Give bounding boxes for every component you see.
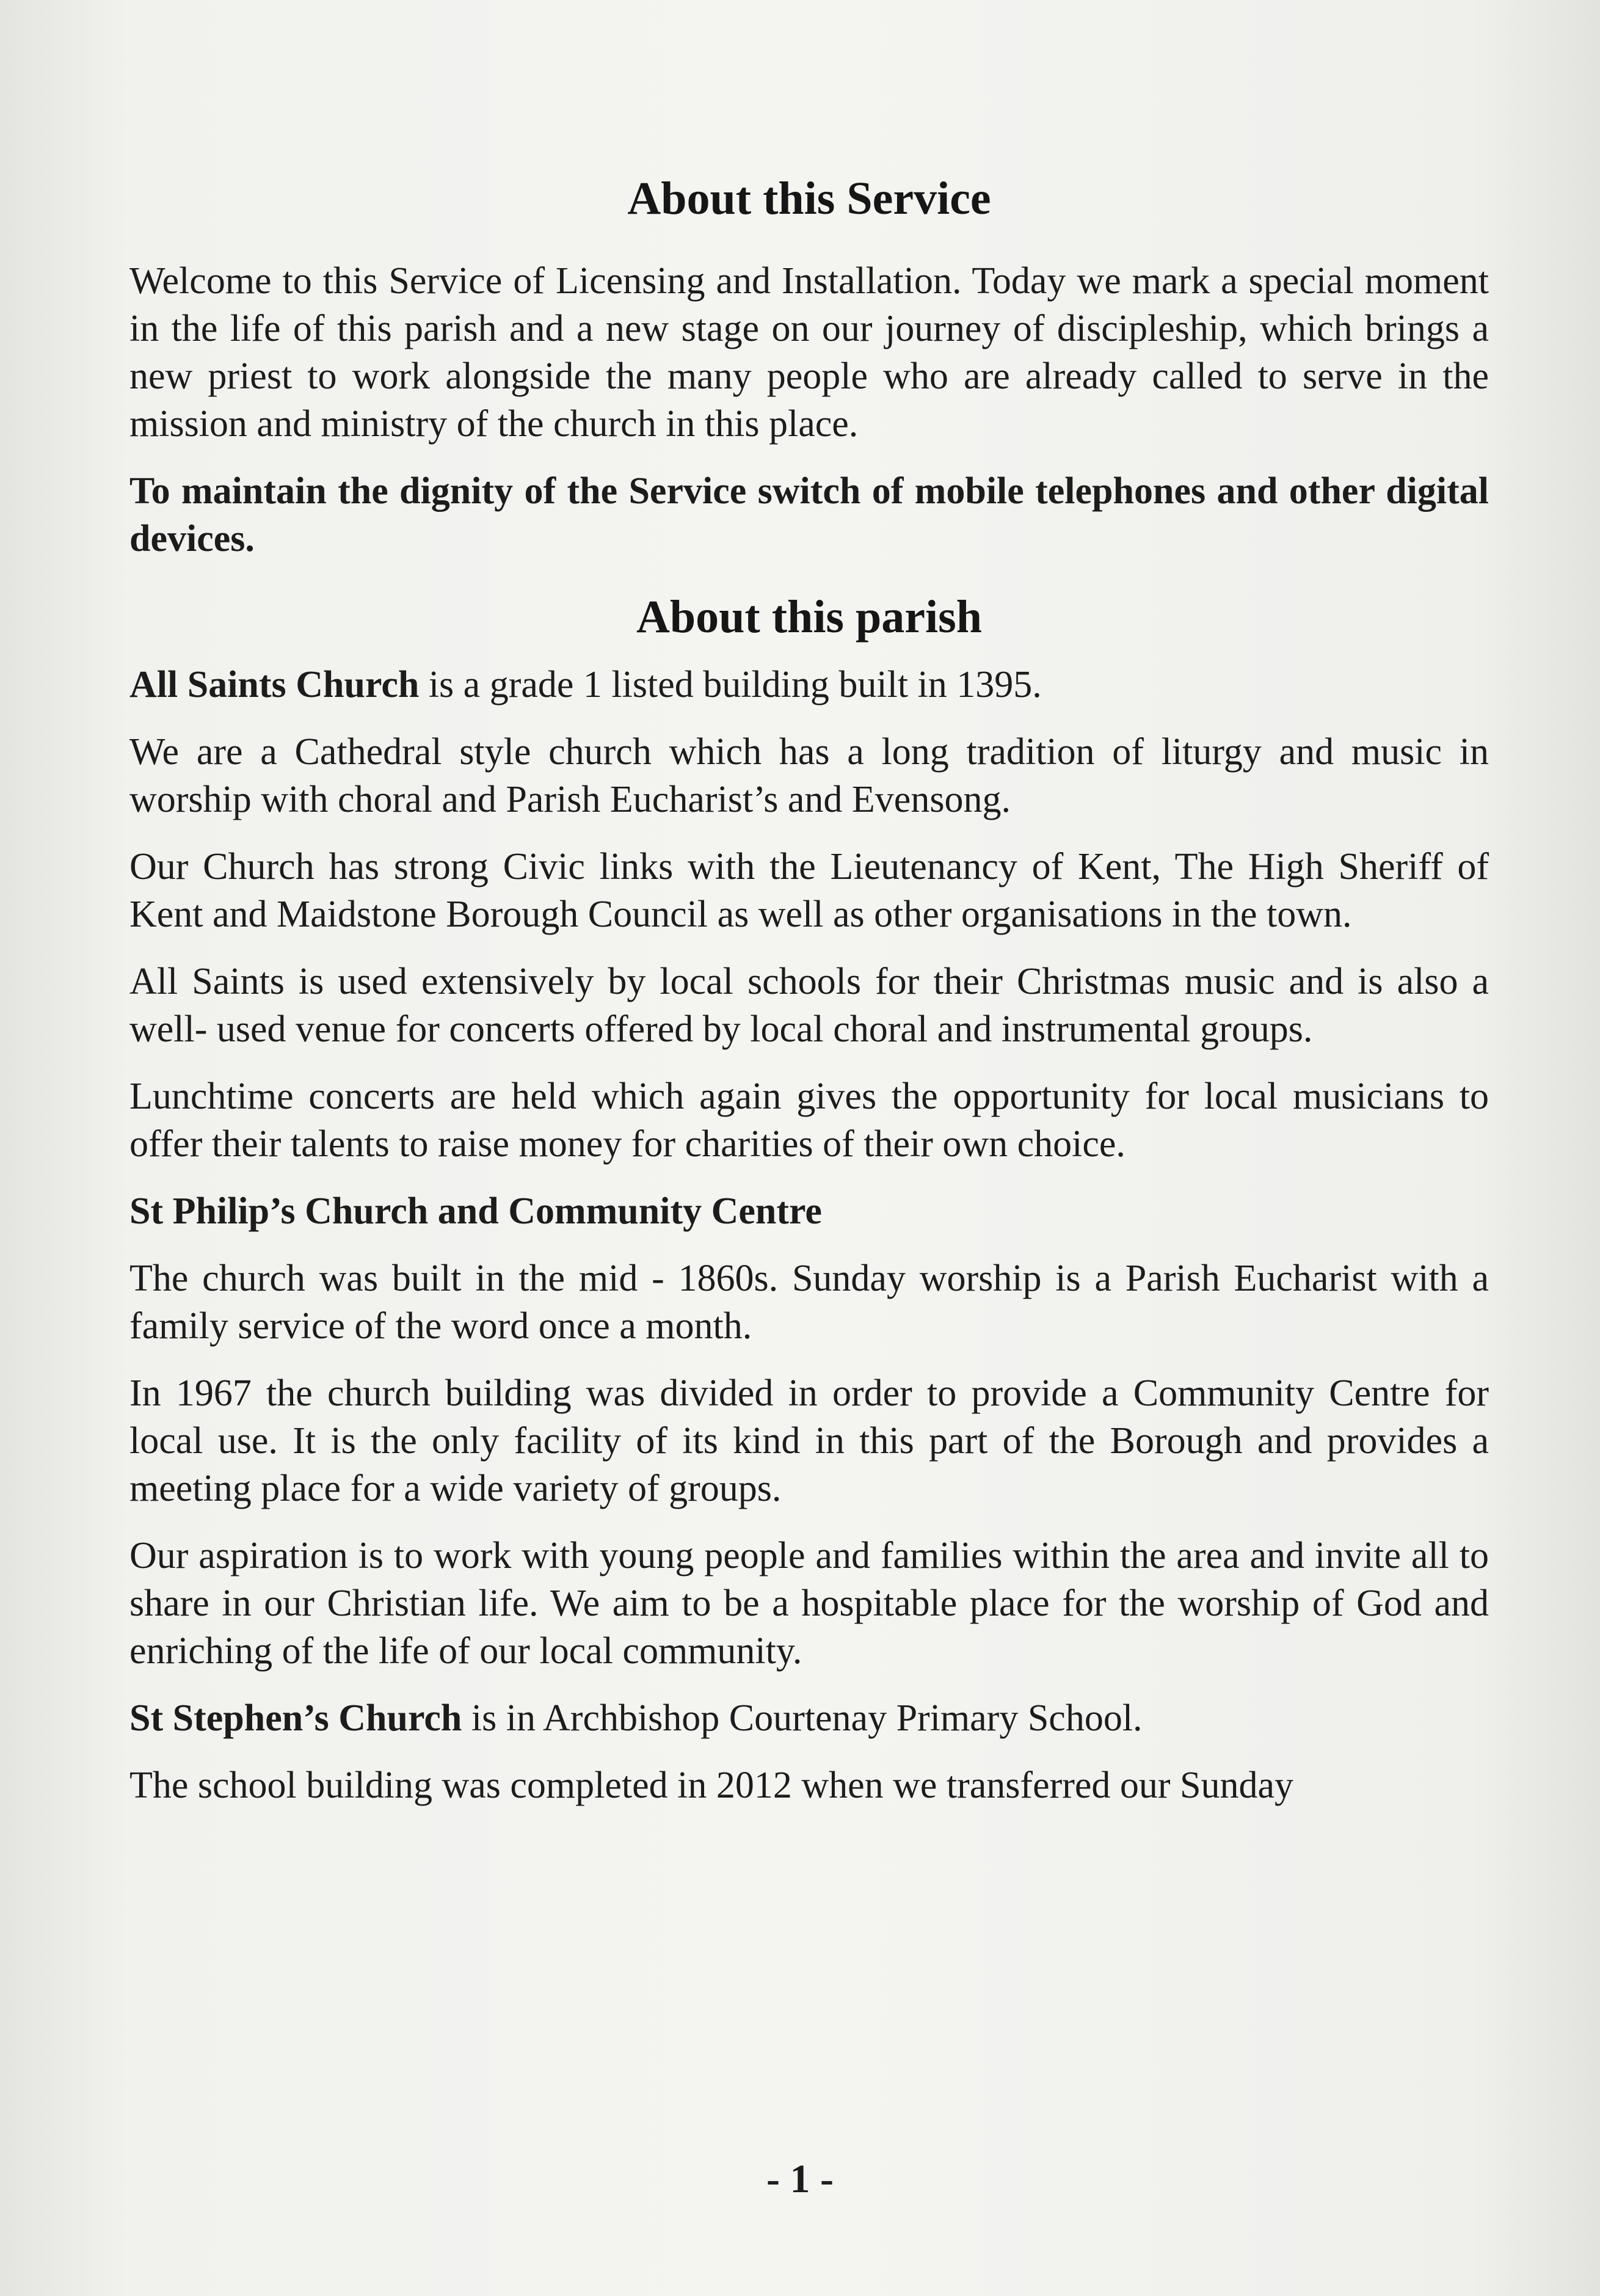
device-notice: To maintain the dignity of the Service switch of mobile telephones and other digital devices.	[129, 470, 1489, 560]
st-philips-paragraph-1: The church was built in the mid - 1860s. Sunday worship is a Parish Eucharist with a family service of the word once a month.	[129, 1258, 1489, 1347]
all-saints-paragraph-3: All Saints is used extensively by local schools for their Christmas music and is also a well- used venue for concerts offered by local choral and instrumental groups.	[129, 961, 1489, 1051]
welcome-paragraph: Welcome to this Service of Licensing and Installation. Today we mark a special moment in the life of this parish and a new stage on our journey of discipleship, which brings a new priest to work alongside the many people who are already called to serve in the mission and ministry of the church in this place.	[129, 260, 1489, 445]
st-stephens-intro-text: is in Archbishop Courtenay Primary School.	[462, 1697, 1143, 1740]
st-philips-paragraph-2: In 1967 the church building was divided in order to provide a Community Centre for local use. It is the only facility of its kind in this part of the Borough and provides a meeting place for a wide variety of groups.	[129, 1372, 1489, 1510]
all-saints-paragraph-1: We are a Cathedral style church which has a long tradition of liturgy and music in worship with choral and Parish Eucharist’s and Evensong.	[129, 731, 1489, 821]
st-philips-paragraph-3: Our aspiration is to work with young people and families within the area and invite all to share in our Christian life. We aim to be a hospitable place for the worship of God and enriching of the life of our local community.	[129, 1535, 1489, 1672]
page-content	[129, 171, 1489, 1829]
st-stephens-name: St Stephen’s Church	[129, 1697, 462, 1740]
all-saints-intro-text: is a grade 1 listed building built in 1395.	[419, 664, 1042, 706]
all-saints-intro	[129, 661, 1489, 709]
all-saints-paragraph-2: Our Church has strong Civic links with the Lieutenancy of Kent, The High Sheriff of Kent and Maidstone Borough Council as well as other organisations in the town.	[129, 846, 1489, 936]
all-saints-name: All Saints Church	[129, 664, 420, 706]
page-number: - 1 -	[766, 2157, 834, 2201]
service-heading: About this Service	[627, 173, 991, 224]
st-stephens-paragraph-1: The school building was completed in 2012 when we transferred our Sunday	[129, 1765, 1294, 1807]
st-philips-heading: St Philip’s Church and Community Centre	[129, 1190, 822, 1233]
parish-heading: About this parish	[636, 591, 982, 643]
all-saints-paragraph-4: Lunchtime concerts are held which again gives the opportunity for local musicians to offer their talents to raise money for charities of their own choice.	[129, 1076, 1489, 1165]
st-stephens-intro	[129, 1694, 1489, 1742]
